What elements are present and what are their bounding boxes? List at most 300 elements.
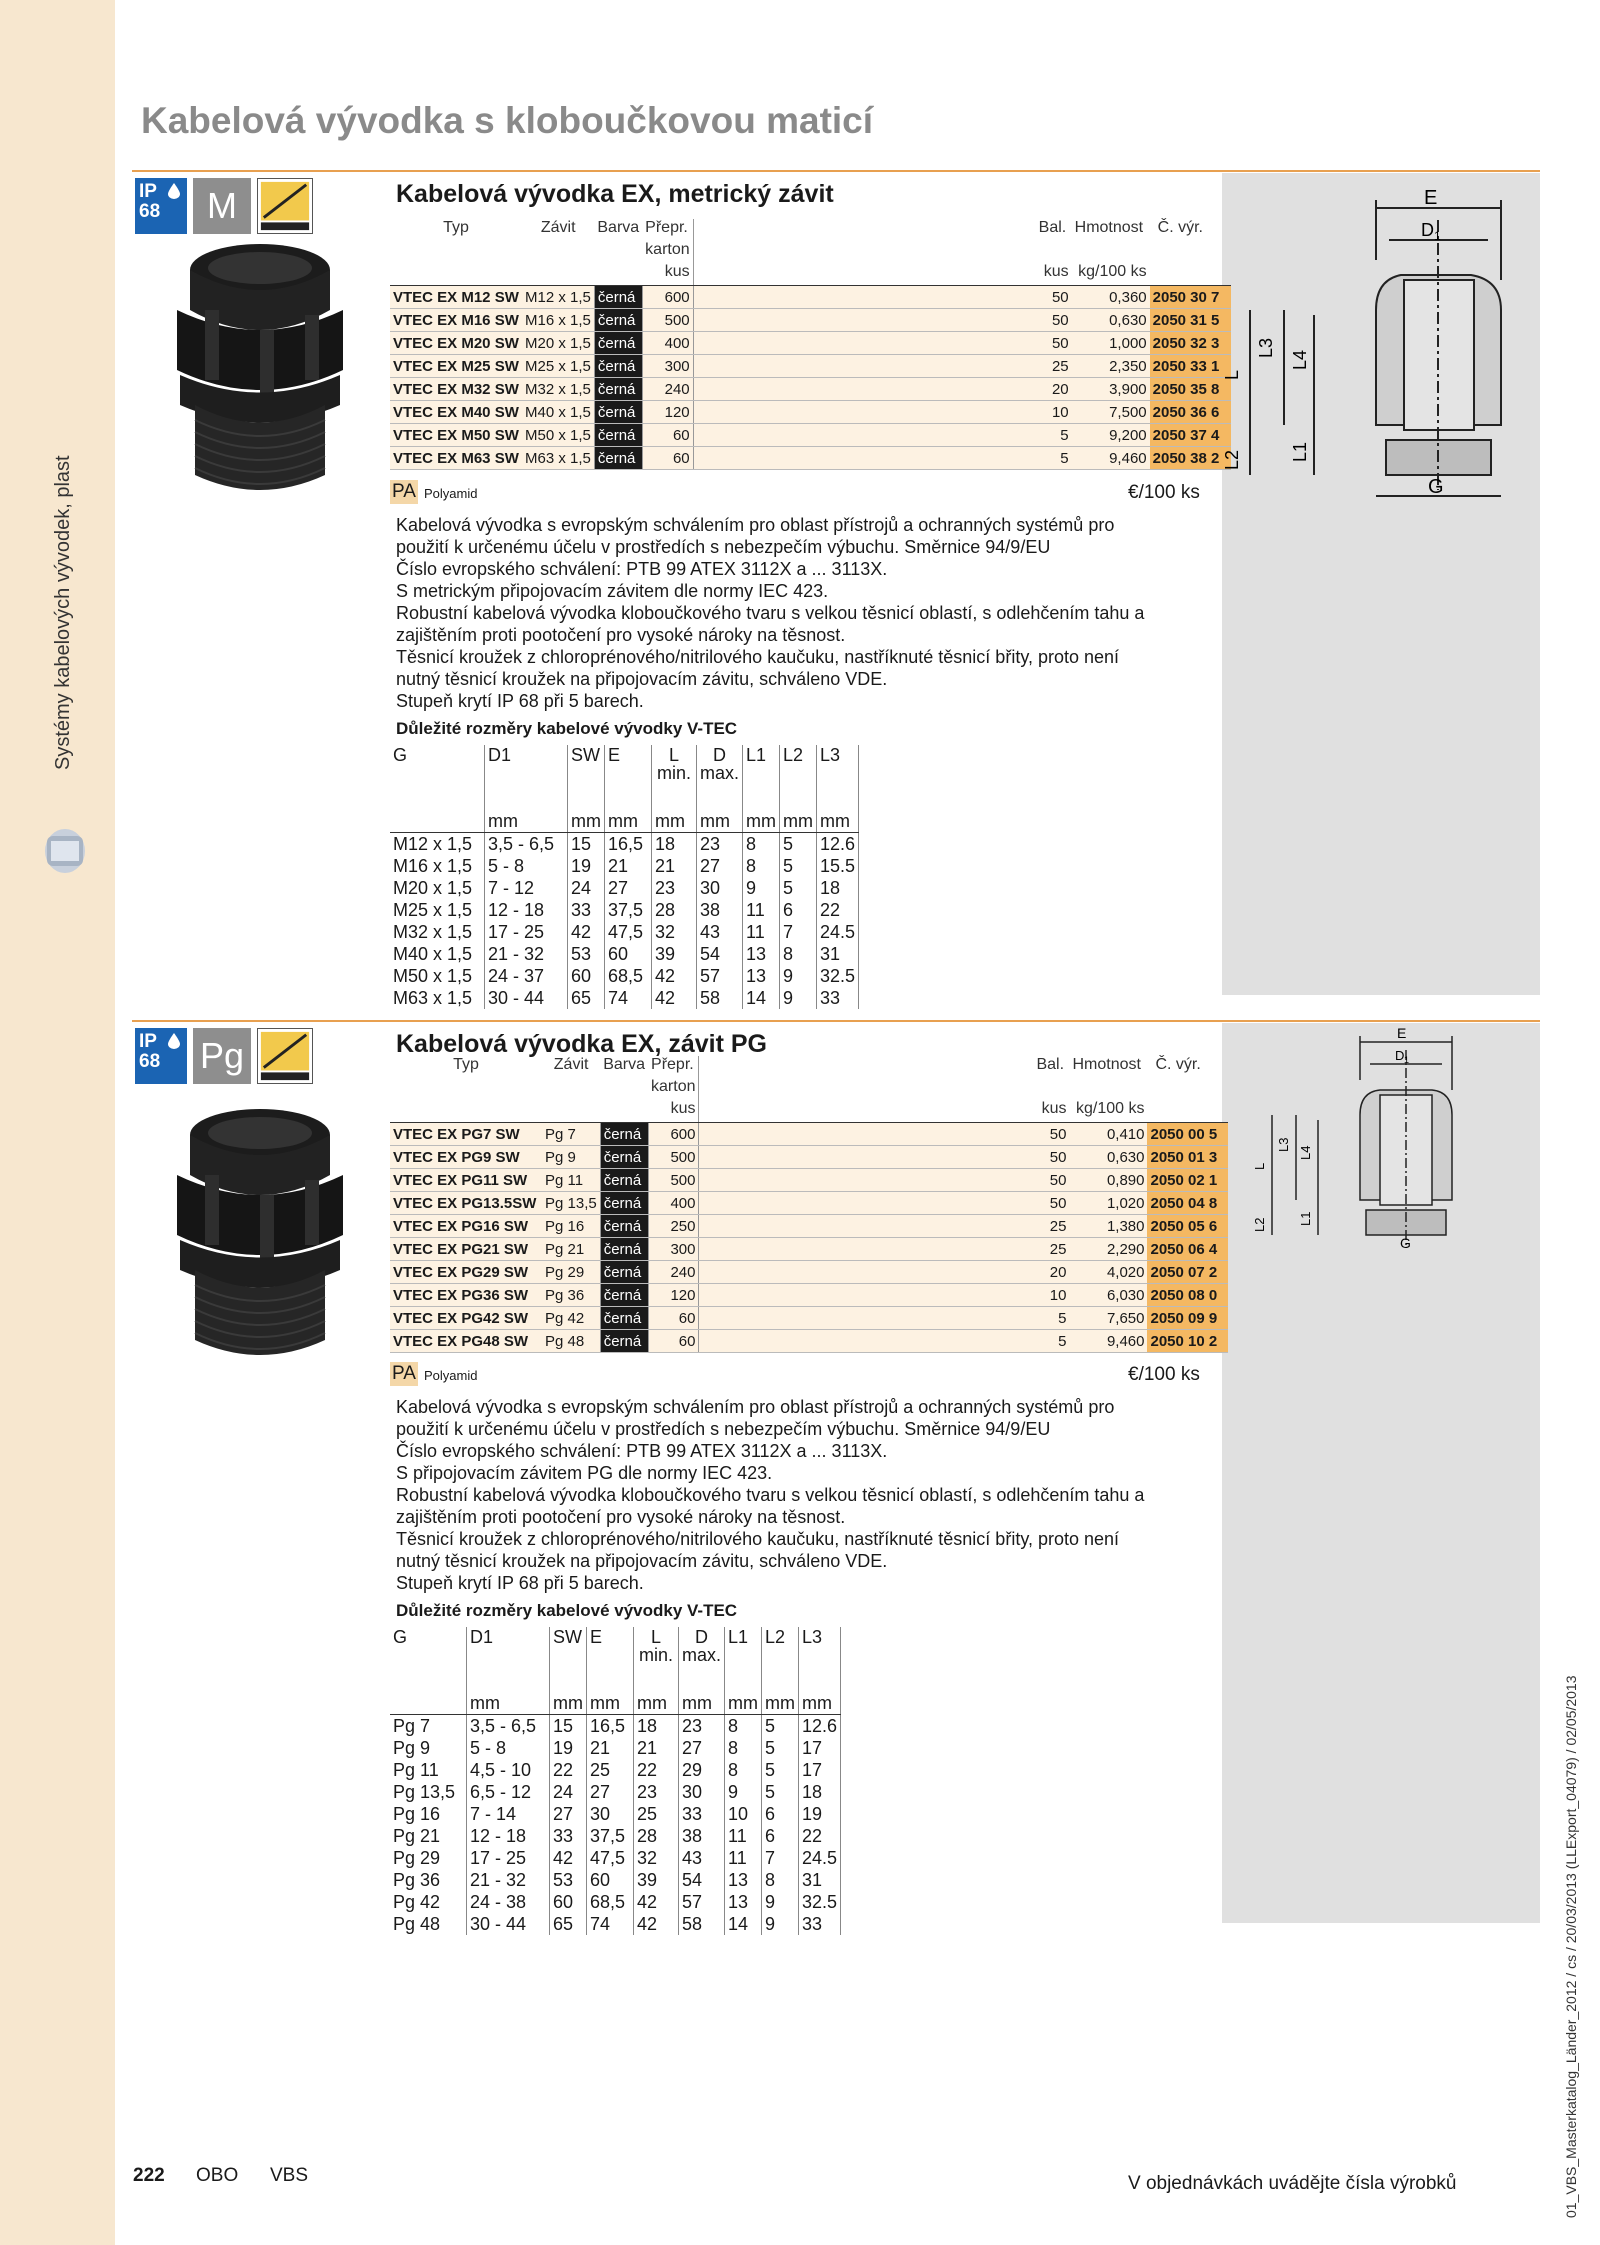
dim-cell-l2: 7 (780, 921, 817, 943)
dim-cell-l1: 14 (725, 1913, 762, 1935)
unit-weight: kg/100 ks (1072, 263, 1150, 286)
dim-cell-d: 54 (697, 943, 743, 965)
cell-order-number: 2050 09 9 (1147, 1307, 1228, 1330)
description-line: použití k určenému účelu v prostředích s nebezpečím výbuchu. Směrnice 94/9/EU (396, 537, 1051, 557)
cell-spacer (693, 355, 1036, 378)
dim-unit: mm (780, 810, 817, 833)
dim-header-g: G (390, 1627, 467, 1662)
dim-cell-d1: 12 - 18 (485, 899, 568, 921)
col-pack: Bal. (1038, 219, 1067, 236)
dim-cell-d: 43 (697, 921, 743, 943)
cell-color: černá (600, 1169, 648, 1192)
description-line: Robustní kabelová vývodka kloboučkového tvaru s velkou těsnicí oblastí, s odlehčením tahu a (396, 1485, 1145, 1505)
dim-cell-l: 22 (634, 1759, 679, 1781)
thread-type-badge: M (193, 178, 251, 234)
col-carton: Přepr. (642, 219, 693, 241)
description-line: zajištěním proti pootočení pro vysoké nároky na těsnost. (396, 625, 846, 645)
description (396, 1396, 1196, 1594)
dim-header-g: G (390, 745, 485, 780)
cell-thread: M32 x 1,5 (522, 378, 594, 401)
cell-weight: 9,460 (1069, 1330, 1147, 1353)
dim-cell-l1: 11 (725, 1825, 762, 1847)
dim-unit: mm (568, 810, 605, 833)
dim-cell-d1: 5 - 8 (467, 1737, 550, 1759)
thread-type-badge: Pg (193, 1028, 251, 1084)
dim-cell-l3: 12.6 (799, 1715, 841, 1738)
description-line: S metrickým připojovacím závitem dle normy IEC 423. (396, 581, 829, 601)
cell-pack: 5 (1036, 424, 1072, 447)
dim-row (390, 833, 859, 856)
cell-weight: 4,020 (1069, 1261, 1147, 1284)
left-margin-strip (0, 0, 115, 2245)
col-carton: Přepr. (648, 1056, 699, 1078)
material-name: Polyamid (424, 486, 478, 501)
col-color: Barva (597, 219, 640, 236)
dim-unit (390, 810, 485, 833)
dim-row (390, 943, 859, 965)
dim-header-l2: L2 (780, 745, 817, 780)
cell-order-number: 2050 10 2 (1147, 1330, 1228, 1353)
description-line: Číslo evropského schválení: PTB 99 ATEX 3112X a ... 3113X. (396, 1441, 888, 1461)
cell-type: VTEC EX PG21 SW (390, 1238, 542, 1261)
cell-color: černá (594, 447, 642, 470)
table-row (390, 1284, 1228, 1307)
dim-cell-l1: 13 (725, 1869, 762, 1891)
dim-cell-g: Pg 29 (390, 1847, 467, 1869)
dim-cell-l: 32 (652, 921, 697, 943)
cell-carton: 500 (642, 309, 693, 332)
dim-cell-e: 47,5 (587, 1847, 634, 1869)
dim-cell-l: 23 (634, 1781, 679, 1803)
dim-cell-e: 27 (605, 877, 652, 899)
dim-cell-d: 30 (679, 1781, 725, 1803)
dim-unit (390, 1692, 467, 1715)
drawing-label-d1: D (1395, 1048, 1405, 1063)
dim-cell-l3: 22 (817, 899, 859, 921)
technical-drawing (1222, 180, 1540, 520)
dim-cell-d: 23 (679, 1715, 725, 1738)
dim-cell-e: 47,5 (605, 921, 652, 943)
cell-thread: Pg 48 (542, 1330, 600, 1353)
cell-color: černá (594, 424, 642, 447)
cell-type: VTEC EX M63 SW (390, 447, 522, 470)
dim-cell-d1: 5 - 8 (485, 855, 568, 877)
cell-color: černá (600, 1284, 648, 1307)
page-title: Kabelová vývodka s kloboučkovou maticí (141, 100, 874, 141)
description-line: Číslo evropského schválení: PTB 99 ATEX 3112X a ... 3113X. (396, 559, 888, 579)
description-line: nutný těsnicí kroužek na připojovacím závitu, schváleno VDE. (396, 669, 888, 689)
price-unit: €/100 ks (1128, 482, 1200, 503)
dim-cell-l3: 19 (799, 1803, 841, 1825)
dim-header-l: L min. (634, 1627, 679, 1662)
cell-carton: 500 (648, 1169, 699, 1192)
drawing-label-e: E (1424, 187, 1438, 209)
drawing-label-l3: L3 (1276, 1137, 1291, 1152)
cell-order-number: 2050 33 1 (1150, 355, 1231, 378)
table-row (390, 1330, 1228, 1353)
col-pack: Bal. (1036, 1056, 1065, 1073)
dim-unit: mm (605, 810, 652, 833)
table-row (390, 1261, 1228, 1284)
dim-cell-l2: 5 (762, 1737, 799, 1759)
dim-cell-l: 32 (634, 1847, 679, 1869)
dim-cell-sw: 15 (550, 1715, 587, 1738)
cell-weight: 1,000 (1072, 332, 1150, 355)
dim-row (390, 1737, 841, 1759)
dim-cell-g: M40 x 1,5 (390, 943, 485, 965)
dim-cell-l3: 33 (799, 1913, 841, 1935)
cell-weight: 7,650 (1069, 1307, 1147, 1330)
description-line: nutný těsnicí kroužek na připojovacím závitu, schváleno VDE. (396, 1551, 888, 1571)
description-line: Těsnicí kroužek z chloroprénového/nitrilového kaučuku, nastříknuté těsnicí břity, proto není (396, 1529, 1120, 1549)
dim-cell-e: 30 (587, 1803, 634, 1825)
description-line: Kabelová vývodka s evropským schválením pro oblast přístrojů a ochranných systémů pro (396, 515, 1115, 535)
dim-cell-sw: 27 (550, 1803, 587, 1825)
dim-cell-l: 18 (652, 833, 697, 856)
col-order-number: Č. výr. (1157, 219, 1203, 236)
cell-type: VTEC EX M32 SW (390, 378, 522, 401)
dim-cell-g: Pg 36 (390, 1869, 467, 1891)
dim-unit: mm (697, 810, 743, 833)
cell-carton: 600 (648, 1123, 699, 1146)
dim-cell-sw: 60 (568, 965, 605, 987)
dim-cell-d1: 21 - 32 (485, 943, 568, 965)
cell-spacer (693, 286, 1036, 309)
catalog-reference: 01_VBS_Masterkatalog_Länder_2012 / cs / 20/03/2013 (LLExport_04079) / 02/05/2013 (1563, 1675, 1579, 2218)
cell-pack: 50 (1033, 1123, 1069, 1146)
cell-pack: 5 (1033, 1330, 1069, 1353)
dim-cell-l3: 32.5 (817, 965, 859, 987)
cell-pack: 10 (1036, 401, 1072, 424)
dim-cell-l2: 9 (780, 965, 817, 987)
drawing-label-d1-sub: 1 (1434, 229, 1441, 243)
cell-order-number: 2050 30 7 (1150, 286, 1231, 309)
dim-cell-g: M20 x 1,5 (390, 877, 485, 899)
dim-header-l3: L3 (799, 1627, 841, 1662)
table-row (390, 1123, 1228, 1146)
cell-order-number: 2050 31 5 (1150, 309, 1231, 332)
dim-cell-d: 29 (679, 1759, 725, 1781)
cell-type: VTEC EX PG13.5SW (390, 1192, 542, 1215)
cell-spacer (699, 1284, 1034, 1307)
cell-type: VTEC EX PG16 SW (390, 1215, 542, 1238)
table-row (390, 1307, 1228, 1330)
dim-cell-l1: 10 (725, 1803, 762, 1825)
footer-order-note: V objednávkách uvádějte čísla výrobků (1128, 2173, 1457, 2194)
dim-row (390, 877, 859, 899)
dim-header-e: E (587, 1627, 634, 1662)
dim-cell-l1: 13 (743, 965, 780, 987)
dim-cell-l2: 6 (762, 1803, 799, 1825)
product-table (390, 219, 1231, 470)
cell-pack: 50 (1033, 1192, 1069, 1215)
dim-row (390, 1781, 841, 1803)
dim-cell-d1: 3,5 - 6,5 (467, 1715, 550, 1738)
dim-cell-g: M12 x 1,5 (390, 833, 485, 856)
dim-cell-l1: 8 (725, 1715, 762, 1738)
table-row (390, 447, 1231, 470)
cell-carton: 300 (648, 1238, 699, 1261)
dim-row (390, 965, 859, 987)
cell-color: černá (594, 378, 642, 401)
dim-unit: mm (817, 810, 859, 833)
dim-cell-d: 58 (679, 1913, 725, 1935)
dim-unit: mm (634, 1692, 679, 1715)
dim-cell-g: M16 x 1,5 (390, 855, 485, 877)
dim-cell-l1: 11 (725, 1847, 762, 1869)
dim-cell-l: 42 (652, 965, 697, 987)
dim-cell-l: 42 (652, 987, 697, 1009)
description-line: S připojovacím závitem PG dle normy IEC 423. (396, 1463, 773, 1483)
dim-cell-sw: 65 (550, 1913, 587, 1935)
cell-order-number: 2050 08 0 (1147, 1284, 1228, 1307)
material-name: Polyamid (424, 1368, 478, 1383)
dim-header-l1: L1 (725, 1627, 762, 1662)
cell-pack: 50 (1036, 332, 1072, 355)
dim-cell-d1: 24 - 38 (467, 1891, 550, 1913)
cell-type: VTEC EX PG29 SW (390, 1261, 542, 1284)
table-row (390, 286, 1231, 309)
description-line: Stupeň krytí IP 68 při 5 barech. (396, 691, 644, 711)
dim-cell-e: 21 (605, 855, 652, 877)
dim-row (390, 1891, 841, 1913)
drawing-label-l: L (1222, 369, 1242, 380)
halogen-free-icon (257, 178, 313, 234)
dim-row (390, 855, 859, 877)
dim-cell-l1: 9 (725, 1781, 762, 1803)
dim-cell-g: Pg 13,5 (390, 1781, 467, 1803)
dim-cell-l1: 11 (743, 921, 780, 943)
col-weight: Hmotnost (1072, 1056, 1141, 1073)
cell-thread: Pg 29 (542, 1261, 600, 1284)
dim-unit: mm (652, 810, 697, 833)
cell-thread: Pg 16 (542, 1215, 600, 1238)
dim-unit: mm (485, 810, 568, 833)
dim-unit: mm (799, 1692, 841, 1715)
drawing-label-e: E (1397, 1025, 1407, 1041)
dim-cell-d1: 7 - 14 (467, 1803, 550, 1825)
dim-header-d: D max. (679, 1627, 725, 1662)
table-row (390, 378, 1231, 401)
dim-row (390, 921, 859, 943)
cell-color: černá (600, 1307, 648, 1330)
cell-carton: 240 (642, 378, 693, 401)
cell-type: VTEC EX M50 SW (390, 424, 522, 447)
dim-row (390, 987, 859, 1009)
drawing-label-l3: L3 (1256, 337, 1276, 358)
dim-cell-l2: 9 (762, 1913, 799, 1935)
dim-row (390, 1847, 841, 1869)
cell-spacer (699, 1261, 1034, 1284)
cell-order-number: 2050 06 4 (1147, 1238, 1228, 1261)
table-row (390, 1192, 1228, 1215)
table-row (390, 1215, 1228, 1238)
cell-spacer (699, 1307, 1034, 1330)
dim-cell-e: 60 (605, 943, 652, 965)
cell-weight: 3,900 (1072, 378, 1150, 401)
cell-weight: 9,200 (1072, 424, 1150, 447)
dim-cell-l1: 13 (725, 1891, 762, 1913)
col-type: Typ (443, 219, 469, 236)
cell-type: VTEC EX M12 SW (390, 286, 522, 309)
dim-cell-e: 25 (587, 1759, 634, 1781)
dim-cell-l: 21 (634, 1737, 679, 1759)
col-thread: Závit (540, 219, 576, 236)
table-row (390, 1169, 1228, 1192)
dim-row (390, 1869, 841, 1891)
cell-thread: Pg 7 (542, 1123, 600, 1146)
cell-carton: 300 (642, 355, 693, 378)
cell-weight: 0,630 (1072, 309, 1150, 332)
dim-cell-sw: 19 (568, 855, 605, 877)
col-thread: Závit (553, 1056, 589, 1073)
cell-weight: 0,410 (1069, 1123, 1147, 1146)
table-row (390, 1238, 1228, 1261)
dim-cell-l1: 11 (743, 899, 780, 921)
description-line: Robustní kabelová vývodka kloboučkového tvaru s velkou těsnicí oblastí, s odlehčením tahu a (396, 603, 1145, 623)
dim-cell-l2: 5 (762, 1759, 799, 1781)
cell-pack: 25 (1036, 355, 1072, 378)
cell-color: černá (594, 332, 642, 355)
cell-type: VTEC EX M40 SW (390, 401, 522, 424)
col-weight: Hmotnost (1074, 219, 1144, 236)
dim-header-d1: D1 (467, 1627, 550, 1662)
dim-cell-l: 28 (634, 1825, 679, 1847)
unit-weight: kg/100 ks (1069, 1100, 1147, 1123)
cable-gland-photo (165, 240, 355, 510)
cell-order-number: 2050 01 3 (1147, 1146, 1228, 1169)
dim-cell-l2: 6 (780, 899, 817, 921)
dim-cell-d: 23 (697, 833, 743, 856)
table-row (390, 424, 1231, 447)
dim-unit: mm (587, 1692, 634, 1715)
dim-cell-g: M63 x 1,5 (390, 987, 485, 1009)
description-line: zajištěním proti pootočení pro vysoké nároky na těsnost. (396, 1507, 846, 1527)
dim-row (390, 1825, 841, 1847)
dim-cell-e: 74 (605, 987, 652, 1009)
dim-cell-l3: 15.5 (817, 855, 859, 877)
dim-cell-d1: 3,5 - 6,5 (485, 833, 568, 856)
dim-cell-l3: 24.5 (799, 1847, 841, 1869)
drawing-label-g: G (1428, 476, 1444, 498)
col-carton-sub: karton (642, 241, 693, 263)
cell-thread: M20 x 1,5 (522, 332, 594, 355)
dim-cell-sw: 42 (568, 921, 605, 943)
unit-pieces: kus (648, 1100, 699, 1123)
dim-cell-d1: 4,5 - 10 (467, 1759, 550, 1781)
cell-spacer (699, 1215, 1034, 1238)
ip-rating-badge: IP 68 (135, 178, 187, 234)
dim-cell-g: Pg 21 (390, 1825, 467, 1847)
cell-color: černá (600, 1123, 648, 1146)
dim-cell-e: 74 (587, 1913, 634, 1935)
col-type: Typ (453, 1056, 479, 1073)
dim-header-l3: L3 (817, 745, 859, 780)
dim-cell-l2: 6 (762, 1825, 799, 1847)
table-row (390, 332, 1231, 355)
dim-cell-d: 54 (679, 1869, 725, 1891)
dim-cell-e: 37,5 (587, 1825, 634, 1847)
dim-cell-l2: 8 (780, 943, 817, 965)
dim-cell-d1: 24 - 37 (485, 965, 568, 987)
cell-pack: 50 (1033, 1146, 1069, 1169)
cell-weight: 7,500 (1072, 401, 1150, 424)
cell-weight: 2,290 (1069, 1238, 1147, 1261)
dim-cell-d: 43 (679, 1847, 725, 1869)
cell-thread: M12 x 1,5 (522, 286, 594, 309)
cell-thread: Pg 9 (542, 1146, 600, 1169)
cell-color: černá (600, 1192, 648, 1215)
description-line: Stupeň krytí IP 68 při 5 barech. (396, 1573, 644, 1593)
side-chapter-title: Systémy kabelových vývodek, plast (52, 455, 74, 770)
table-row (390, 1146, 1228, 1169)
cell-spacer (699, 1123, 1034, 1146)
col-order-number: Č. výr. (1155, 1056, 1201, 1073)
dim-cell-l: 39 (652, 943, 697, 965)
cell-color: černá (594, 309, 642, 332)
cell-order-number: 2050 05 6 (1147, 1215, 1228, 1238)
dim-cell-l2: 5 (762, 1781, 799, 1803)
cell-weight: 0,360 (1072, 286, 1150, 309)
unit-pieces-pack: kus (1036, 263, 1072, 286)
cell-thread: M16 x 1,5 (522, 309, 594, 332)
cell-weight: 9,460 (1072, 447, 1150, 470)
dimensions-table (390, 1627, 841, 1935)
cell-carton: 60 (642, 424, 693, 447)
dim-cell-sw: 60 (550, 1891, 587, 1913)
drawing-label-l2: L2 (1222, 449, 1242, 470)
cell-carton: 400 (642, 332, 693, 355)
dim-unit: mm (725, 1692, 762, 1715)
dim-cell-sw: 19 (550, 1737, 587, 1759)
dim-cell-sw: 15 (568, 833, 605, 856)
dim-cell-g: M25 x 1,5 (390, 899, 485, 921)
dim-cell-sw: 22 (550, 1759, 587, 1781)
cell-type: VTEC EX PG9 SW (390, 1146, 542, 1169)
section-divider (132, 170, 1540, 172)
dim-cell-l2: 5 (780, 833, 817, 856)
drawing-label-l: L (1252, 1162, 1267, 1170)
dim-header-l1: L1 (743, 745, 780, 780)
page-number: 222 (133, 2165, 165, 2186)
cell-pack: 25 (1033, 1238, 1069, 1261)
dim-cell-g: Pg 11 (390, 1759, 467, 1781)
cell-thread: M25 x 1,5 (522, 355, 594, 378)
cell-spacer (693, 332, 1036, 355)
description-line: použití k určenému účelu v prostředích s nebezpečím výbuchu. Směrnice 94/9/EU (396, 1419, 1051, 1439)
drawing-label-l1: L1 (1290, 441, 1310, 462)
cell-pack: 5 (1033, 1307, 1069, 1330)
cell-thread: M63 x 1,5 (522, 447, 594, 470)
cell-carton: 60 (648, 1330, 699, 1353)
cell-weight: 0,630 (1069, 1146, 1147, 1169)
dim-cell-sw: 65 (568, 987, 605, 1009)
side-gland-icon (36, 826, 94, 876)
drawing-label-l2: L2 (1252, 1217, 1267, 1232)
cell-pack: 20 (1036, 378, 1072, 401)
product-table (390, 1056, 1228, 1353)
halogen-free-icon (257, 1028, 313, 1084)
dim-header-e: E (605, 745, 652, 780)
table-row (390, 309, 1231, 332)
dim-cell-l2: 7 (762, 1847, 799, 1869)
dim-header-d: D max. (697, 745, 743, 780)
dim-cell-l3: 31 (799, 1869, 841, 1891)
cell-type: VTEC EX PG42 SW (390, 1307, 542, 1330)
cell-spacer (693, 447, 1036, 470)
description (396, 514, 1196, 712)
dim-header-sw: SW (550, 1627, 587, 1662)
